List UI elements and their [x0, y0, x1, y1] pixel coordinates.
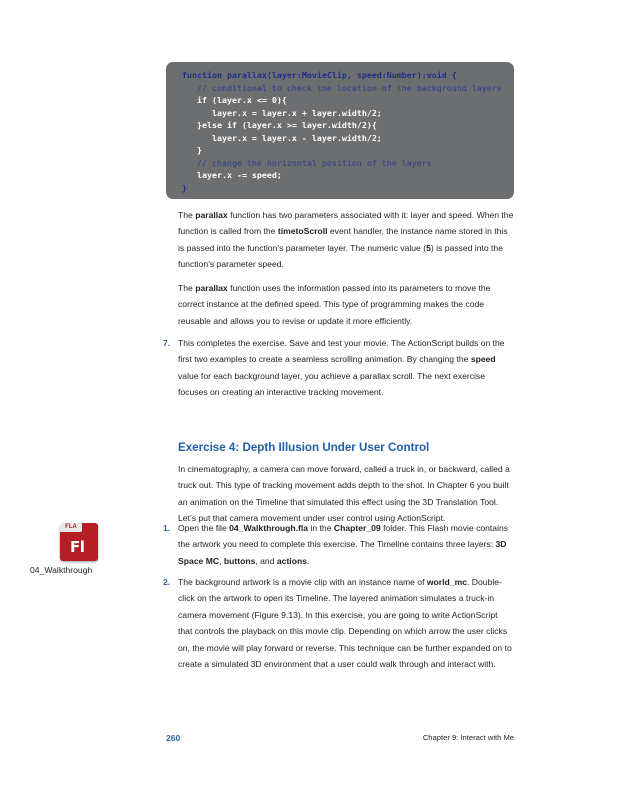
code-line: layer.x -= speed;: [182, 170, 282, 180]
code-block: [166, 62, 514, 199]
paragraph-cinematography: In cinematography, a camera can move forward, called a truck in, or backward, called a truck out. This type of tracking movement adds depth to the shot. In Chapter 6 you built an animation on the Timeline that simulated this effect using the 3D Translation Tool. Let’s put that camera movement under user control using ActionScript.: [178, 464, 510, 524]
paragraph-parameters: The parallax function has two parameters associated with it: layer and speed. When the function is called from the timetoScroll event handler, the instance name stored in this is passed into the function’s parameter layer. The numeric value (5) is passed into the function’s parameter speed.: [178, 210, 514, 270]
code-line: function parallax(layer:MovieClip, speed:Number):void {: [182, 70, 457, 80]
fl-letters: Fl: [70, 538, 85, 556]
step-number: 7.: [163, 338, 171, 348]
code-comment: // conditional to check the location of the background layers: [182, 82, 502, 93]
page-number: 260: [166, 733, 181, 743]
code-line: }: [182, 145, 202, 155]
step-1: 1. Open the file 04_Walkthrough.fla in the Chapter_09 folder. This Flash movie contains the artwork you need to complete this exercise. The Timeline contains three layers: 3D Space MC, buttons, and actions.: [178, 520, 514, 569]
code-listing: [182, 69, 502, 194]
code-comment: // change the horizontal position of the layers: [182, 157, 432, 168]
step-number: 2.: [163, 577, 171, 587]
code-line: layer.x = layer.x + layer.width/2;: [182, 107, 382, 118]
fla-tag: FLA: [60, 523, 82, 532]
code-line: if (layer.x <= 0){: [182, 95, 287, 105]
paragraph-reusable: The parallax function uses the information passed into its parameters to move the correct instance at the defined speed. This type of programming makes the code reusable and allows you to revise or update it more efficiently.: [178, 283, 491, 326]
code-line: }else if (layer.x >= layer.width/2){: [182, 120, 377, 130]
file-name-label: 04_Walkthrough: [30, 565, 93, 575]
step-number: 1.: [163, 523, 171, 533]
running-footer-chapter: Chapter 9: Interact with Me: [422, 733, 514, 742]
step-7: 7. This completes the exercise. Save and test your movie. The ActionScript builds on the first two examples to create a seamless scrolling animation. By changing the speed value for each background layer, you achieve a parallax scroll. The next exercise focuses on creating an interactive tracking movement.: [178, 335, 514, 401]
step-2: 2. The background artwork is a movie clip with an instance name of world_mc. Double-click on the artwork to open its Timeline. The layered animation simulates a truck-in camera movement (Figure 9.13). In this exercise, you are going to write ActionScript that controls the playback on this movie clip. Depending on which arrow the user clicks on, the movie will play forward or reverse. This technique can be further expanded on to create a simulated 3D environment that a user could walk through and interact with.: [178, 574, 514, 672]
code-line: }: [182, 182, 187, 193]
exercise-heading: Exercise 4: Depth Illusion Under User Control: [178, 441, 430, 454]
code-line: layer.x = layer.x - layer.width/2;: [182, 132, 382, 143]
